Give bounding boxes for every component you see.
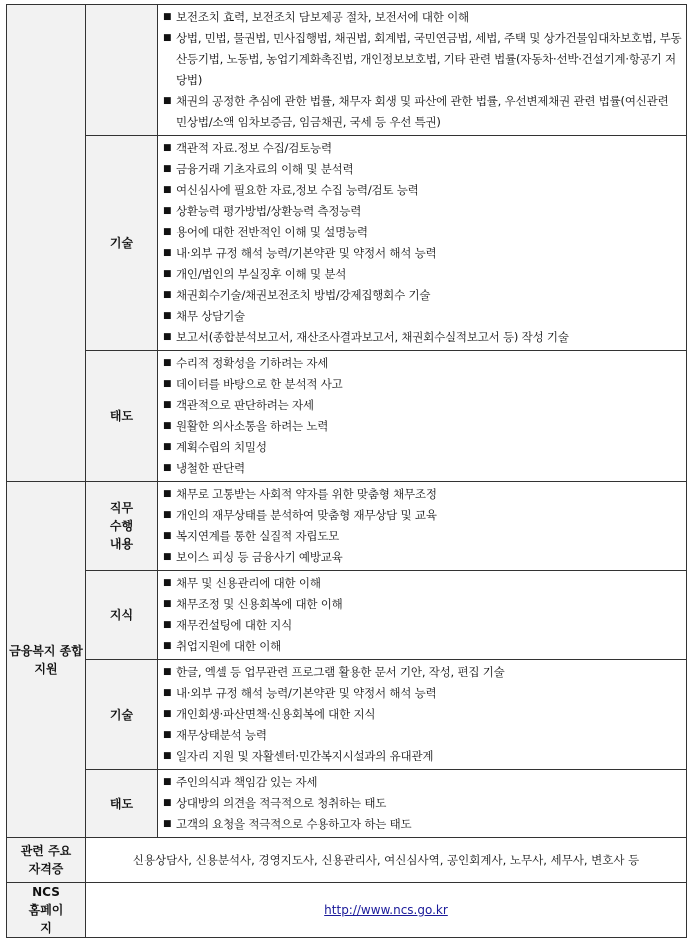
- section2-title: 금융복지 종합지원: [7, 482, 86, 838]
- ncs-label: [7, 883, 86, 938]
- section1-skill-list: [162, 138, 682, 348]
- list-item: ■ 객관적 자료.정보 수집/검토능력: [162, 138, 682, 159]
- section2-attitude-content-cell: [158, 770, 687, 838]
- ncs-label-text: NCS 홈페이지: [28, 885, 64, 935]
- list-item: ■ 개인의 재무상태를 분석하여 맞춤형 재무상담 및 교육: [162, 505, 682, 526]
- list-item: ■ 여신심사에 필요한 자료,정보 수집 능력/검토 능력: [162, 180, 682, 201]
- section2-duty-label-text: 직무 수행 내용: [109, 501, 134, 551]
- list-item: ■ 상환능력 평가방법/상환능력 측정능력: [162, 201, 682, 222]
- list-item: ■ 채무조정 및 신용회복에 대한 이해: [162, 594, 682, 615]
- list-item: ■ 객관적으로 판단하려는 자세: [162, 395, 682, 416]
- list-item: ■ 데이터를 바탕으로 한 분석적 사고: [162, 374, 682, 395]
- certs-label: [7, 838, 86, 883]
- list-item: ■ 용어에 대한 전반적인 이해 및 설명능력: [162, 222, 682, 243]
- list-item: ■ 채무로 고통받는 사회적 약자를 위한 맞춤형 채무조정: [162, 484, 682, 505]
- list-item: ■ 고객의 요청을 적극적으로 수용하고자 하는 태도: [162, 814, 682, 835]
- list-item: ■ 주인의식과 책임감 있는 자세: [162, 772, 682, 793]
- ncs-job-description-table: [6, 4, 687, 938]
- top-knowledge-label-cell: [86, 5, 158, 136]
- section1-skill-content-cell: [158, 136, 687, 351]
- section2-knowledge-content-cell: [158, 571, 687, 660]
- list-item: ■ 채무 및 신용관리에 대한 이해: [162, 573, 682, 594]
- section2-knowledge-list: [162, 573, 682, 657]
- section2-attitude-row: [7, 770, 687, 838]
- section1-skill-label: 기술: [86, 136, 158, 351]
- list-item: ■ 일자리 지원 및 자활센터·민간복지시설과의 유대관계: [162, 746, 682, 767]
- certs-value: 신용상담사, 신용분석사, 경영지도사, 신용관리사, 여신심사역, 공인회계사, 노무사, 세무사, 변호사 등: [86, 838, 687, 883]
- list-item: ■ 금융거래 기초자료의 이해 및 분석력: [162, 159, 682, 180]
- list-item: ■ 원활한 의사소통을 하려는 노력: [162, 416, 682, 437]
- section2-attitude-label: 태도: [86, 770, 158, 838]
- list-item: ■ 한글, 엑셀 등 업무관련 프로그램 활용한 문서 기안, 작성, 편집 기술: [162, 662, 682, 683]
- list-item: ■ 취업지원에 대한 이해: [162, 636, 682, 657]
- section2-skill-content-cell: [158, 660, 687, 770]
- section1-attitude-label: 태도: [86, 351, 158, 482]
- ncs-homepage-link[interactable]: http://www.ncs.go.kr: [324, 903, 448, 917]
- section2-knowledge-label: 지식: [86, 571, 158, 660]
- list-item: ■ 보이스 피싱 등 금융사기 예방교육: [162, 547, 682, 568]
- ncs-row: [7, 883, 687, 938]
- section1-attitude-row: [7, 351, 687, 482]
- section2-attitude-list: [162, 772, 682, 835]
- list-item: ■ 수리적 정확성을 기하려는 자세: [162, 353, 682, 374]
- list-item: ■ 채권회수기술/채권보전조치 방법/강제집행회수 기술: [162, 285, 682, 306]
- list-item: ■ 상법, 민법, 물권법, 민사집행법, 채권법, 회계법, 국민연금법, 세법, 주택 및 상가건물임대차보호법, 부동산등기법, 노동법, 농업기계화촉진법, 개인정보보호법, 기타 관련 법률(자동차·선박·건설기계·항공기 저당법): [162, 28, 682, 91]
- certs-label-text: 관련 주요 자격증: [20, 844, 72, 876]
- section2-duty-label: [86, 482, 158, 571]
- section1-skill-row: [7, 136, 687, 351]
- list-item: ■ 상대방의 의견을 적극적으로 청취하는 태도: [162, 793, 682, 814]
- list-item: ■ 내·외부 규정 해석 능력/기본약관 및 약정서 해석 능력: [162, 243, 682, 264]
- section2-knowledge-row: [7, 571, 687, 660]
- section1-category-cell: [7, 5, 86, 482]
- list-item: ■ 냉철한 판단력: [162, 458, 682, 479]
- section1-attitude-list: [162, 353, 682, 479]
- list-item: ■ 보고서(종합분석보고서, 재산조사결과보고서, 채권회수실적보고서 등) 작성 기술: [162, 327, 682, 348]
- top-knowledge-list: [162, 7, 682, 133]
- section2-duty-list: [162, 484, 682, 568]
- list-item: ■ 재무상태분석 능력: [162, 725, 682, 746]
- list-item: ■ 복지연계를 통한 실질적 자립도모: [162, 526, 682, 547]
- list-item: ■ 재무컨설팅에 대한 지식: [162, 615, 682, 636]
- top-knowledge-row: [7, 5, 687, 136]
- section2-duty-row: [7, 482, 687, 571]
- list-item: ■ 채무 상담기술: [162, 306, 682, 327]
- section2-duty-content-cell: [158, 482, 687, 571]
- list-item: ■ 보전조치 효력, 보전조치 담보제공 절차, 보전서에 대한 이해: [162, 7, 682, 28]
- section1-attitude-content-cell: [158, 351, 687, 482]
- section2-skill-list: [162, 662, 682, 767]
- section2-skill-row: [7, 660, 687, 770]
- list-item: ■ 개인회생·파산면책·신용회복에 대한 지식: [162, 704, 682, 725]
- section2-skill-label: 기술: [86, 660, 158, 770]
- list-item: ■ 개인/법인의 부실징후 이해 및 분석: [162, 264, 682, 285]
- certs-row: [7, 838, 687, 883]
- list-item: ■ 계획수립의 치밀성: [162, 437, 682, 458]
- top-knowledge-content-cell: [158, 5, 687, 136]
- list-item: ■ 내·외부 규정 해석 능력/기본약관 및 약정서 해석 능력: [162, 683, 682, 704]
- ncs-link-cell: [86, 883, 687, 938]
- list-item: ■ 채권의 공정한 추심에 관한 법률, 채무자 회생 및 파산에 관한 법률, 우선변제채권 관련 법률(여신관련 민상법/소액 임차보증금, 임금채권, 국세 등 우선 특권): [162, 91, 682, 133]
